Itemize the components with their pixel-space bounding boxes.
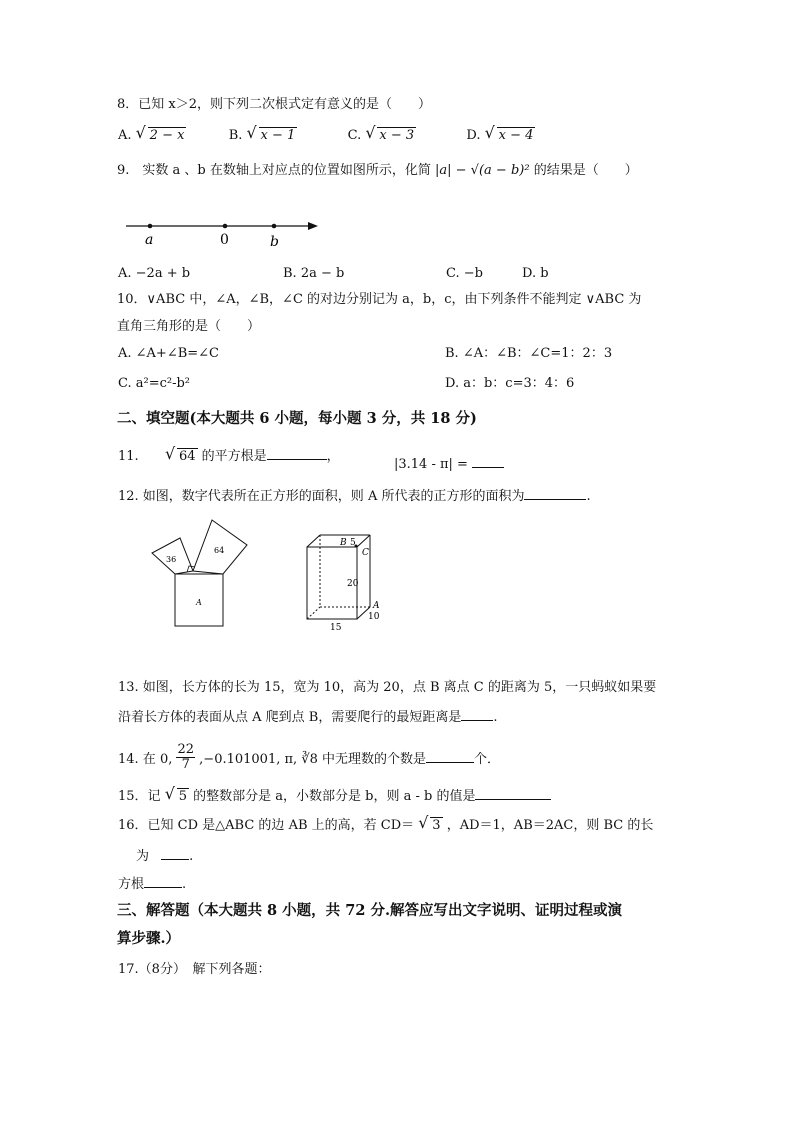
q8-options — [118, 123, 535, 144]
q13-line2: 沿着长方体的表面从点 A 爬到点 B，需要爬行的最短距离是 . — [118, 707, 497, 726]
q12-blank — [524, 486, 586, 500]
q12-text: 12. 如图，数字代表所在正方形的面积，则 A 所代表的正方形的面积为 . — [118, 486, 591, 505]
q10-opt-a: A. ∠A+∠B=∠C — [118, 346, 220, 361]
q13-line1: 13. 如图，长方体的长为 15，宽为 10，高为 20，点 B 离点 C 的距离为 5，一只蚂蚁如果要 — [118, 680, 657, 695]
q11-blank-2 — [472, 454, 504, 468]
q10-line2: 直角三角形的是（ ） — [117, 319, 261, 334]
cuboid-label-20: 20 — [347, 579, 359, 589]
section-2-heading: 二、填空题(本大题共 6 小题，每小题 3 分，共 18 分) — [117, 410, 477, 427]
q9-opt-d: D. b — [522, 266, 549, 281]
q10-line1: 10．∨ABC 中，∠A，∠B，∠C 的对边分别记为 a，b，c，由下列条件不能判定 ∨ABC 为 — [117, 292, 642, 307]
q9-expression: |a| − √(a − b)² — [435, 163, 530, 178]
section-3-heading-line2: 算步骤.） — [117, 930, 181, 947]
q14-fraction: $\frac{22}{7}$ — [177, 742, 195, 772]
point-b — [272, 224, 277, 229]
section-3-heading-line1: 三、解答题（本大题共 8 小题，共 72 分.解答应写出文字说明、证明过程或演 — [117, 902, 623, 919]
q14-blank — [426, 749, 474, 763]
number-line-arrow — [308, 222, 318, 230]
number-line-figure — [118, 210, 328, 252]
point-0 — [223, 224, 228, 229]
square-36-label: 36 — [166, 555, 177, 564]
q8-opt-d-label: D. — [466, 128, 481, 143]
q9-stem: 9. 实数 a 、b 在数轴上对应点的位置如图所示，化简 |a| − √(a − b)² 的结果是（ ） — [117, 163, 638, 178]
square-a-label: A — [196, 598, 202, 607]
q11-blank-1 — [267, 446, 327, 460]
label-a: a — [145, 232, 154, 248]
q15-blank — [475, 786, 551, 800]
cuboid-label-15: 15 — [330, 623, 342, 633]
q12-q13-figures — [140, 515, 400, 635]
q11: 11. √ 64 的平方根是 ， — [118, 444, 340, 464]
cuboid-label-5: 5 — [350, 538, 356, 548]
root-blank — [144, 874, 182, 888]
q8-opt-b-label: B. — [228, 128, 243, 143]
cuboid-label-c: C — [362, 548, 369, 558]
square-64-label: 64 — [214, 546, 225, 555]
q8-opt-a-label: A. — [118, 128, 132, 143]
q8-stem: 8．已知 x＞2，则下列二次根式定有意义的是（ ） — [117, 97, 432, 112]
q15: 15．记 √ 5 的整数部分是 a，小数部分是 b，则 a - b 的值是 — [118, 786, 551, 805]
q16-blank — [161, 846, 189, 860]
cuboid-label-a: A — [373, 601, 380, 611]
squares-figure — [152, 520, 247, 626]
q8-opt-c-label: C. — [347, 128, 362, 143]
q9-opt-a: A. −2a + b — [118, 266, 191, 281]
q16-line1: 16．已知 CD 是△ABC 的边 AB 上的高，若 CD＝ √ 3 ，AD＝1，AB＝2AC，则 BC 的长 — [118, 813, 654, 833]
q11-abs: |3.14 - π| = — [394, 454, 504, 473]
q16-radical: √ 3 — [418, 813, 441, 833]
q8-opt-a-radical: √ 2 − x — [135, 123, 185, 143]
q16-line2: 为 . — [136, 846, 193, 865]
q9-opt-b: B. 2a − b — [283, 266, 345, 281]
q14: 14. 在 0, $\frac{22}{7}$ ,−0.101001, π, ∛8 中无理数的个数是 个． — [118, 742, 501, 772]
cuboid-label-b: B — [340, 538, 347, 548]
point-a — [148, 224, 153, 229]
q13-blank — [461, 707, 493, 721]
q10-opt-c: C. a²=c²-b² — [118, 376, 191, 391]
q11-radical: √ 64 — [164, 444, 196, 464]
q8-opt-d-radical: √ x − 4 — [484, 123, 534, 143]
cuboid-figure — [307, 535, 370, 619]
root-line: 方根 . — [118, 874, 186, 893]
q8-opt-b-radical: √ x − 1 — [246, 123, 296, 143]
q17: 17.（8分） 解下列各题： — [118, 962, 271, 977]
cuboid-label-10: 10 — [368, 612, 380, 622]
q15-radical: √ 5 — [164, 784, 187, 804]
q10-opt-b: B. ∠A：∠B：∠C=1：2：3 — [445, 346, 613, 361]
q10-opt-d: D. a：b：c=3：4：6 — [445, 376, 575, 391]
q8-opt-c-radical: √ x − 3 — [365, 123, 415, 143]
label-b: b — [270, 234, 279, 250]
q9-opt-c: C. −b — [446, 266, 483, 281]
label-0: 0 — [220, 232, 229, 248]
